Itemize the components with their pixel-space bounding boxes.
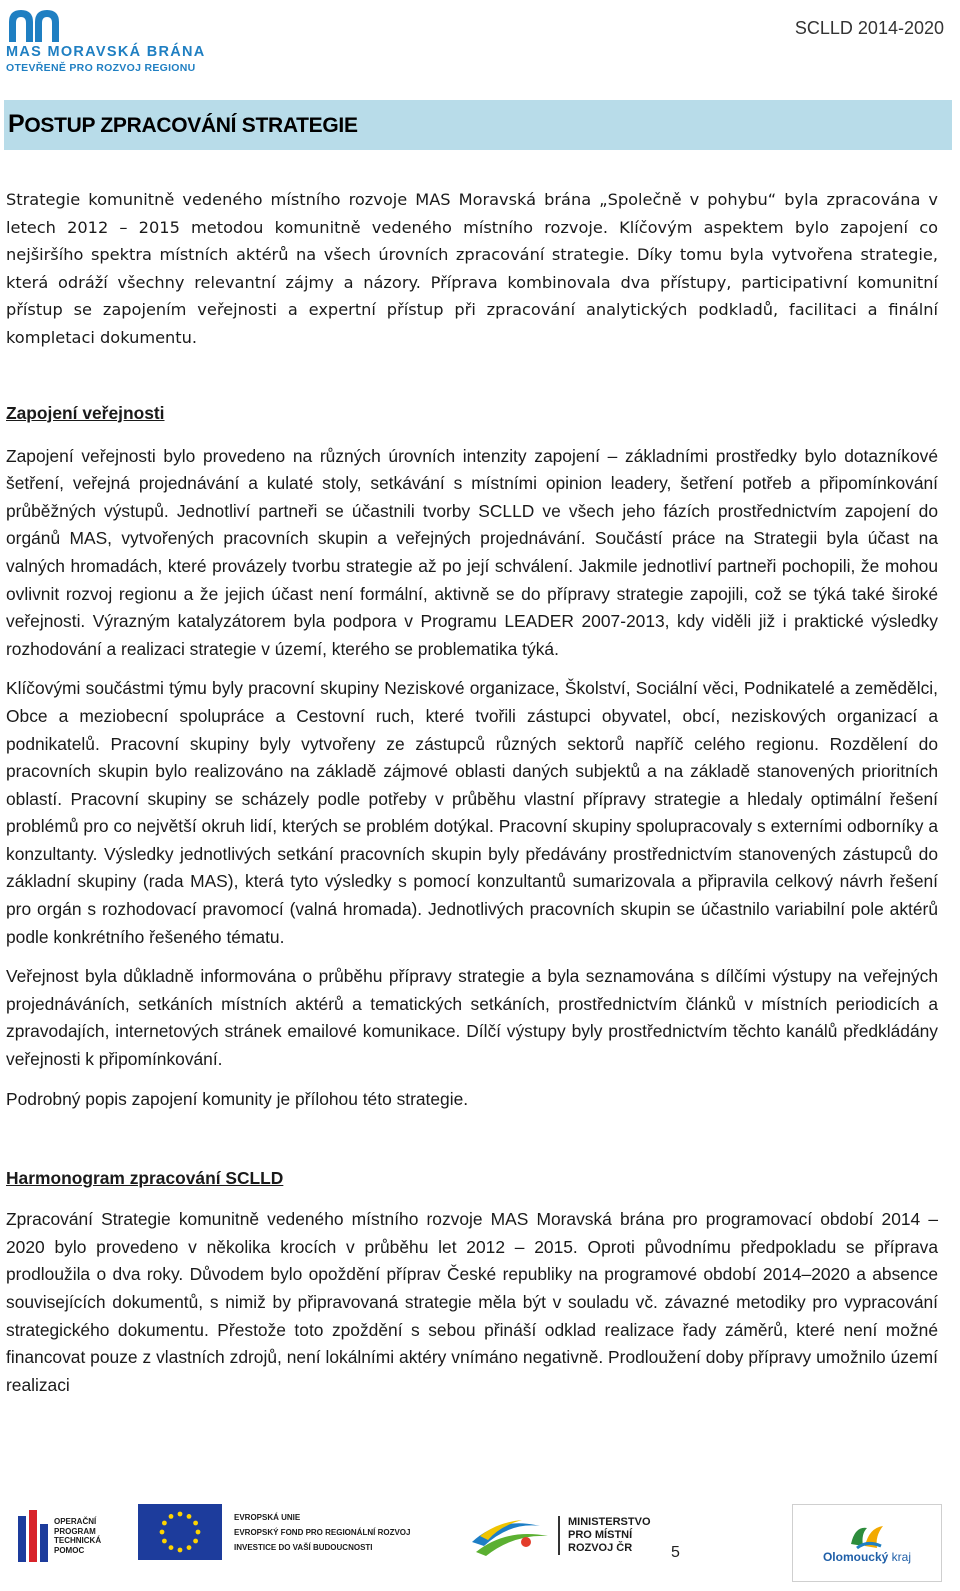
paragraph: Klíčovými součástmi týmu byly pracovní skupiny Neziskové organizace, Školství, Sociální věci, Podnikatelé a zemědělci, Obce a meziobecní spolupráce a Cestovní ruch, které tvořili zástupci obyvatel, obcí, neziskových organizací a podnikatelů. Pracovní skupiny byly vytvořeny ze zástupců různých sektorů napříč celého regionu. Rozdělení do pracovních skupin bylo realizováno na základě zájmové oblasti daných subjektů a na základě stanovených prioritních oblastí. Pracovní skupiny se scházely podle potřeby v průběhu vlastní přípravy strategie a hledaly optimální řešení problémů pro co největší okruh lidí, kterých se problém dotýkal. Pracovní skupiny spolupracovaly s externími odborníky a konzultanty. Výsledky jednotlivých setkání pracovních skupin byly předávány prostřednictvím stanovených zástupců do základní skupiny (rada MAS), která tyto výsledky s pomocí konzultantů sumarizovala a připravila celkový návrh řešení pro orgán s rozhodovací pravomocí (valná hromada). Jednotlivých pracovních skupin se účastnilo variabilní pole aktérů podle konkrétního řešeného tématu.: [6, 678, 938, 947]
optp-line: POMOC: [54, 1545, 85, 1555]
paragraph: Veřejnost byla důkladně informována o průběhu přípravy strategie a byla seznamována s dílčími výstupy na veřejných projednáváních, setkáních místních aktérů a tematických setkáních, prostřednictvím článků v místních periodicích a zpravodajích, internetových stránek emailové komunikace. Dílčí výstupy byly prostřednictvím těchto kanálů předkládány veřejnosti k připomínkování.: [6, 966, 938, 1070]
optp-bars-icon: [18, 1510, 48, 1562]
eu-flag-icon: [138, 1504, 222, 1560]
paragraph: Podrobný popis zapojení komunity je přílohou této strategie.: [6, 1088, 469, 1109]
document-code: SCLLD 2014-2020: [794, 18, 944, 38]
section-heading-public: Zapojení veřejnosti: [6, 402, 165, 423]
chapter-title: [8, 110, 358, 139]
intro-paragraph: Strategie komunitně vedeného místního rozvoje MAS Moravská brána „Společně v pohybu“ byla zpracována v letech 2012 – 2015 metodou komunitně vedeného místního rozvoje. Klíčovým aspektem bylo zapojení co nejširšího spektra místních aktérů na všech úrovních zpracování strategie. Díky tomu byla vytvořena strategie, která odráží všechny relevantní zájmy a názory. Příprava kombinovala dva přístupy, participativní komunitní přístup se zapojením veřejnosti a expertní přístup při zpracování analytických podkladů, facilitaci a finální kompletaci dokumentu.: [6, 190, 938, 347]
eu-line: EVROPSKÁ UNIE: [234, 1512, 301, 1522]
section-heading-schedule: Harmonogram zpracování SCLLD: [6, 1168, 284, 1189]
optp-line: OPERAČNÍ: [54, 1517, 97, 1526]
mmr-line: PRO MÍSTNÍ: [568, 1528, 633, 1541]
logo-name: MAS MORAVSKÁ BRÁNA: [6, 44, 206, 60]
eu-logo: [138, 1504, 410, 1560]
eu-line: EVROPSKÝ FOND PRO REGIONÁLNÍ ROZVOJ: [234, 1527, 411, 1537]
page-footer: [0, 1498, 960, 1591]
optp-line: TECHNICKÁ: [54, 1536, 102, 1545]
mmr-line: MINISTERSTVO: [568, 1515, 651, 1528]
mmr-line: ROZVOJ ČR: [568, 1541, 633, 1554]
paragraph: Zapojení veřejnosti bylo provedeno na různých úrovních intenzity zapojení – základními prostředky bylo dotazníkové šetření, veřejná projednávání a kulaté stoly, setkávání s místními opinion leadery, šetření potřeb a připomínkování průběžných výstupů. Jednotliví partneři se účastnili tvorby SCLLD ve všech jeho fázích prostřednictvím zapojení do orgánů MAS, vytvořených pracovních skupin a veřejných projednávání. Součástí práce na Strategii byla účast na valných hromadách, které provázely tvorbu strategie až po její schválení. Jakmile jednotliví partneři pochopili, že mohou ovlivnit rozvoj regionu a že jejich účast není formální, aktivně se do přípravy strategie zapojili, což se týká také široké veřejnosti. Výrazným katalyzátorem byla podpora v Programu LEADER 2007-2013, kdy viděli již i praktické výsledky rozhodování a realizaci strategie v území, kterého se problematika týká.: [6, 445, 938, 659]
optp-logo: [18, 1510, 101, 1562]
title-text: OSTUP ZPRACOVÁNÍ STRATEGIE: [24, 114, 358, 137]
optp-line: PROGRAM: [54, 1526, 96, 1536]
chapter-title-bar: [4, 100, 952, 150]
mas-m-icon: [6, 4, 70, 44]
mmr-logo: [470, 1512, 651, 1558]
mas-logo: [6, 4, 246, 76]
olomoucky-kraj-logo: [792, 1504, 942, 1582]
page-header: [0, 0, 960, 80]
title-first-letter: P: [8, 110, 25, 138]
page-number: 5: [671, 1544, 680, 1561]
kraj-emblem-icon: [847, 1522, 887, 1550]
kraj-suffix: kraj: [891, 1550, 912, 1564]
kraj-name: Olomoucký: [822, 1550, 889, 1564]
logo-tagline: OTEVŘENĚ PRO ROZVOJ REGIONU: [6, 62, 196, 74]
mmr-swoosh-icon: [470, 1512, 550, 1558]
paragraph: Zpracování Strategie komunitně vedeného místního rozvoje MAS Moravská brána pro programovací období 2014 – 2020 bylo provedeno v několika krocích v průběhu let 2012 – 2015. Oproti původnímu předpokladu se příprava prodloužila o dva roky. Důvodem bylo opoždění příprav České republiky na programové období 2014–2020 a absence souvisejících dokumentů, s nimiž by připravovaná strategie měla být v souladu vč. závazné metodiky pro vypracování strategického dokumentu. Přestože toto zpoždění s sebou přináší odklad realizace řady záměrů, které není možné financovat pouze z vlastních zdrojů, není lokálními aktéry vnímáno negativně. Prodloužení doby přípravy umožnilo území realizaci: [6, 1209, 938, 1395]
main-content: [6, 186, 938, 1399]
eu-line: INVESTICE DO VAŠÍ BUDOUCNOSTI: [234, 1542, 373, 1552]
